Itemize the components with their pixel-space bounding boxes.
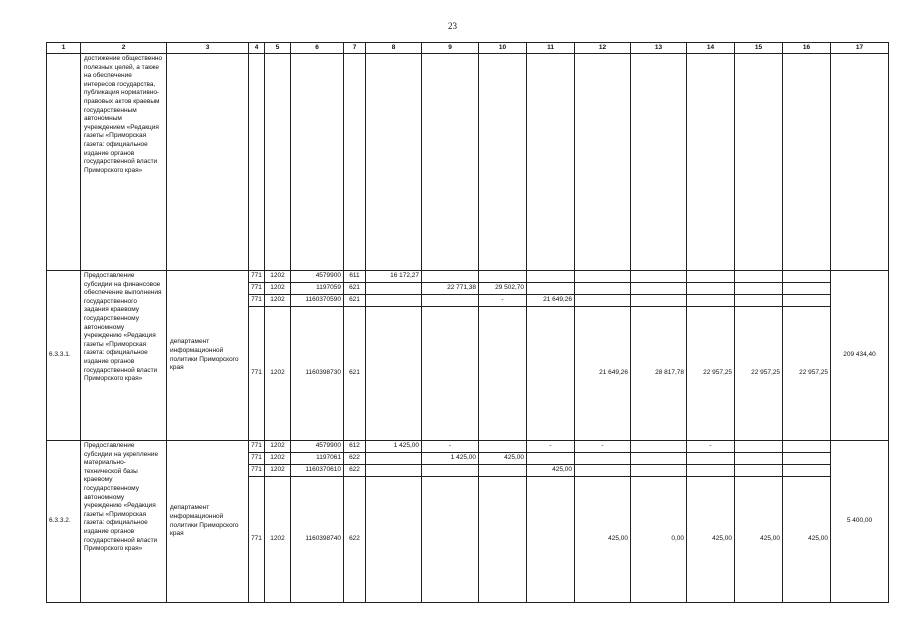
cell: 4579900 — [291, 271, 344, 283]
cell: 0,00 — [631, 477, 687, 603]
budget-table — [46, 42, 889, 603]
header-cell: 12 — [575, 43, 631, 54]
item-description: Предоставление субсидии на укрепление материально-технической базы краевому государственному автономному учреждению «Редакция газеты «Приморская газета: официальное издание органов государственной власти Приморского края» — [81, 441, 167, 603]
cell: 28 817,78 — [631, 307, 687, 441]
cell: 622 — [344, 465, 366, 477]
department: департамент информационной политики Приморского края — [167, 441, 249, 603]
header-cell: 16 — [783, 43, 831, 54]
cell: 1202 — [265, 453, 291, 465]
cell: 425,00 — [735, 477, 783, 603]
cell: 1202 — [265, 441, 291, 453]
header-cell: 2 — [81, 43, 167, 54]
cell: 621 — [344, 283, 366, 295]
header-cell: 14 — [687, 43, 735, 54]
header-cell: 17 — [831, 43, 889, 54]
cell: - — [687, 441, 735, 453]
cell: 1197059 — [291, 283, 344, 295]
cell: 771 — [249, 307, 265, 441]
item-total: 5 400,00 — [831, 441, 889, 603]
cell: - — [479, 295, 527, 307]
cell: 29 502,70 — [479, 283, 527, 295]
cell: 771 — [249, 295, 265, 307]
cell: 622 — [344, 453, 366, 465]
cell: 771 — [249, 271, 265, 283]
cell: 1 425,00 — [366, 441, 422, 453]
cell: 621 — [344, 295, 366, 307]
cell: 1160370610 — [291, 465, 344, 477]
cell: 425,00 — [479, 453, 527, 465]
cell: 1202 — [265, 295, 291, 307]
item-code: 6.3.3.2. — [47, 441, 81, 603]
cell: 1 425,00 — [422, 453, 479, 465]
cell: 771 — [249, 441, 265, 453]
cell: 425,00 — [783, 477, 831, 603]
cell: 1160398740 — [291, 477, 344, 603]
cell: 771 — [249, 453, 265, 465]
cell: - — [575, 441, 631, 453]
continued-description: достижение общественно полезных целей, а также на обеспечение интересов государства, публикация нормативно-правовых актов краевым государственным автономным учреждением «Редакция газеты «Приморская газета: официальное издание органов государственной власти Приморского края» — [81, 54, 167, 271]
table-row — [47, 441, 889, 453]
cell: 771 — [249, 465, 265, 477]
cell: 1197061 — [291, 453, 344, 465]
header-cell: 6 — [291, 43, 344, 54]
cell: 425,00 — [575, 477, 631, 603]
cell: - — [422, 441, 479, 453]
item-description: Предоставление субсидии на финансовое обеспечение выполнения государственного задания краевому государственному автономному учреждению «Редакция газеты «Приморская газета: официальное издание органов государственной власти Приморского края» — [81, 271, 167, 441]
item-code: 6.3.3.1. — [47, 271, 81, 441]
header-cell: 11 — [527, 43, 575, 54]
page-number: 23 — [448, 21, 457, 31]
header-cell: 10 — [479, 43, 527, 54]
cell: 1202 — [265, 307, 291, 441]
cell: 21 649,26 — [575, 307, 631, 441]
header-row — [47, 43, 889, 54]
header-cell: 5 — [265, 43, 291, 54]
cell: 622 — [344, 477, 366, 603]
cell: - — [527, 441, 575, 453]
cell: 22 957,25 — [783, 307, 831, 441]
header-cell: 1 — [47, 43, 81, 54]
cell: 425,00 — [527, 465, 575, 477]
cell: 1202 — [265, 477, 291, 603]
header-cell: 8 — [366, 43, 422, 54]
header-cell: 15 — [735, 43, 783, 54]
continuation-row — [47, 54, 889, 271]
header-cell: 3 — [167, 43, 249, 54]
cell: 22 957,25 — [687, 307, 735, 441]
cell: 612 — [344, 441, 366, 453]
cell: 22 771,38 — [422, 283, 479, 295]
cell: 425,00 — [687, 477, 735, 603]
department: департамент информационной политики Приморского края — [167, 271, 249, 441]
header-cell: 9 — [422, 43, 479, 54]
cell: 4579900 — [291, 441, 344, 453]
cell: 22 957,25 — [735, 307, 783, 441]
cell: 1202 — [265, 465, 291, 477]
cell: 1202 — [265, 271, 291, 283]
cell: 771 — [249, 477, 265, 603]
cell: 1160398730 — [291, 307, 344, 441]
cell: 16 172,27 — [366, 271, 422, 283]
cell: 1202 — [265, 283, 291, 295]
header-cell: 4 — [249, 43, 265, 54]
header-cell: 7 — [344, 43, 366, 54]
cell: 21 649,26 — [527, 295, 575, 307]
cell: 621 — [344, 307, 366, 441]
cell: 771 — [249, 283, 265, 295]
header-cell: 13 — [631, 43, 687, 54]
cell: 611 — [344, 271, 366, 283]
table-row — [47, 271, 889, 283]
item-total: 209 434,40 — [831, 271, 889, 441]
cell: 1160370590 — [291, 295, 344, 307]
